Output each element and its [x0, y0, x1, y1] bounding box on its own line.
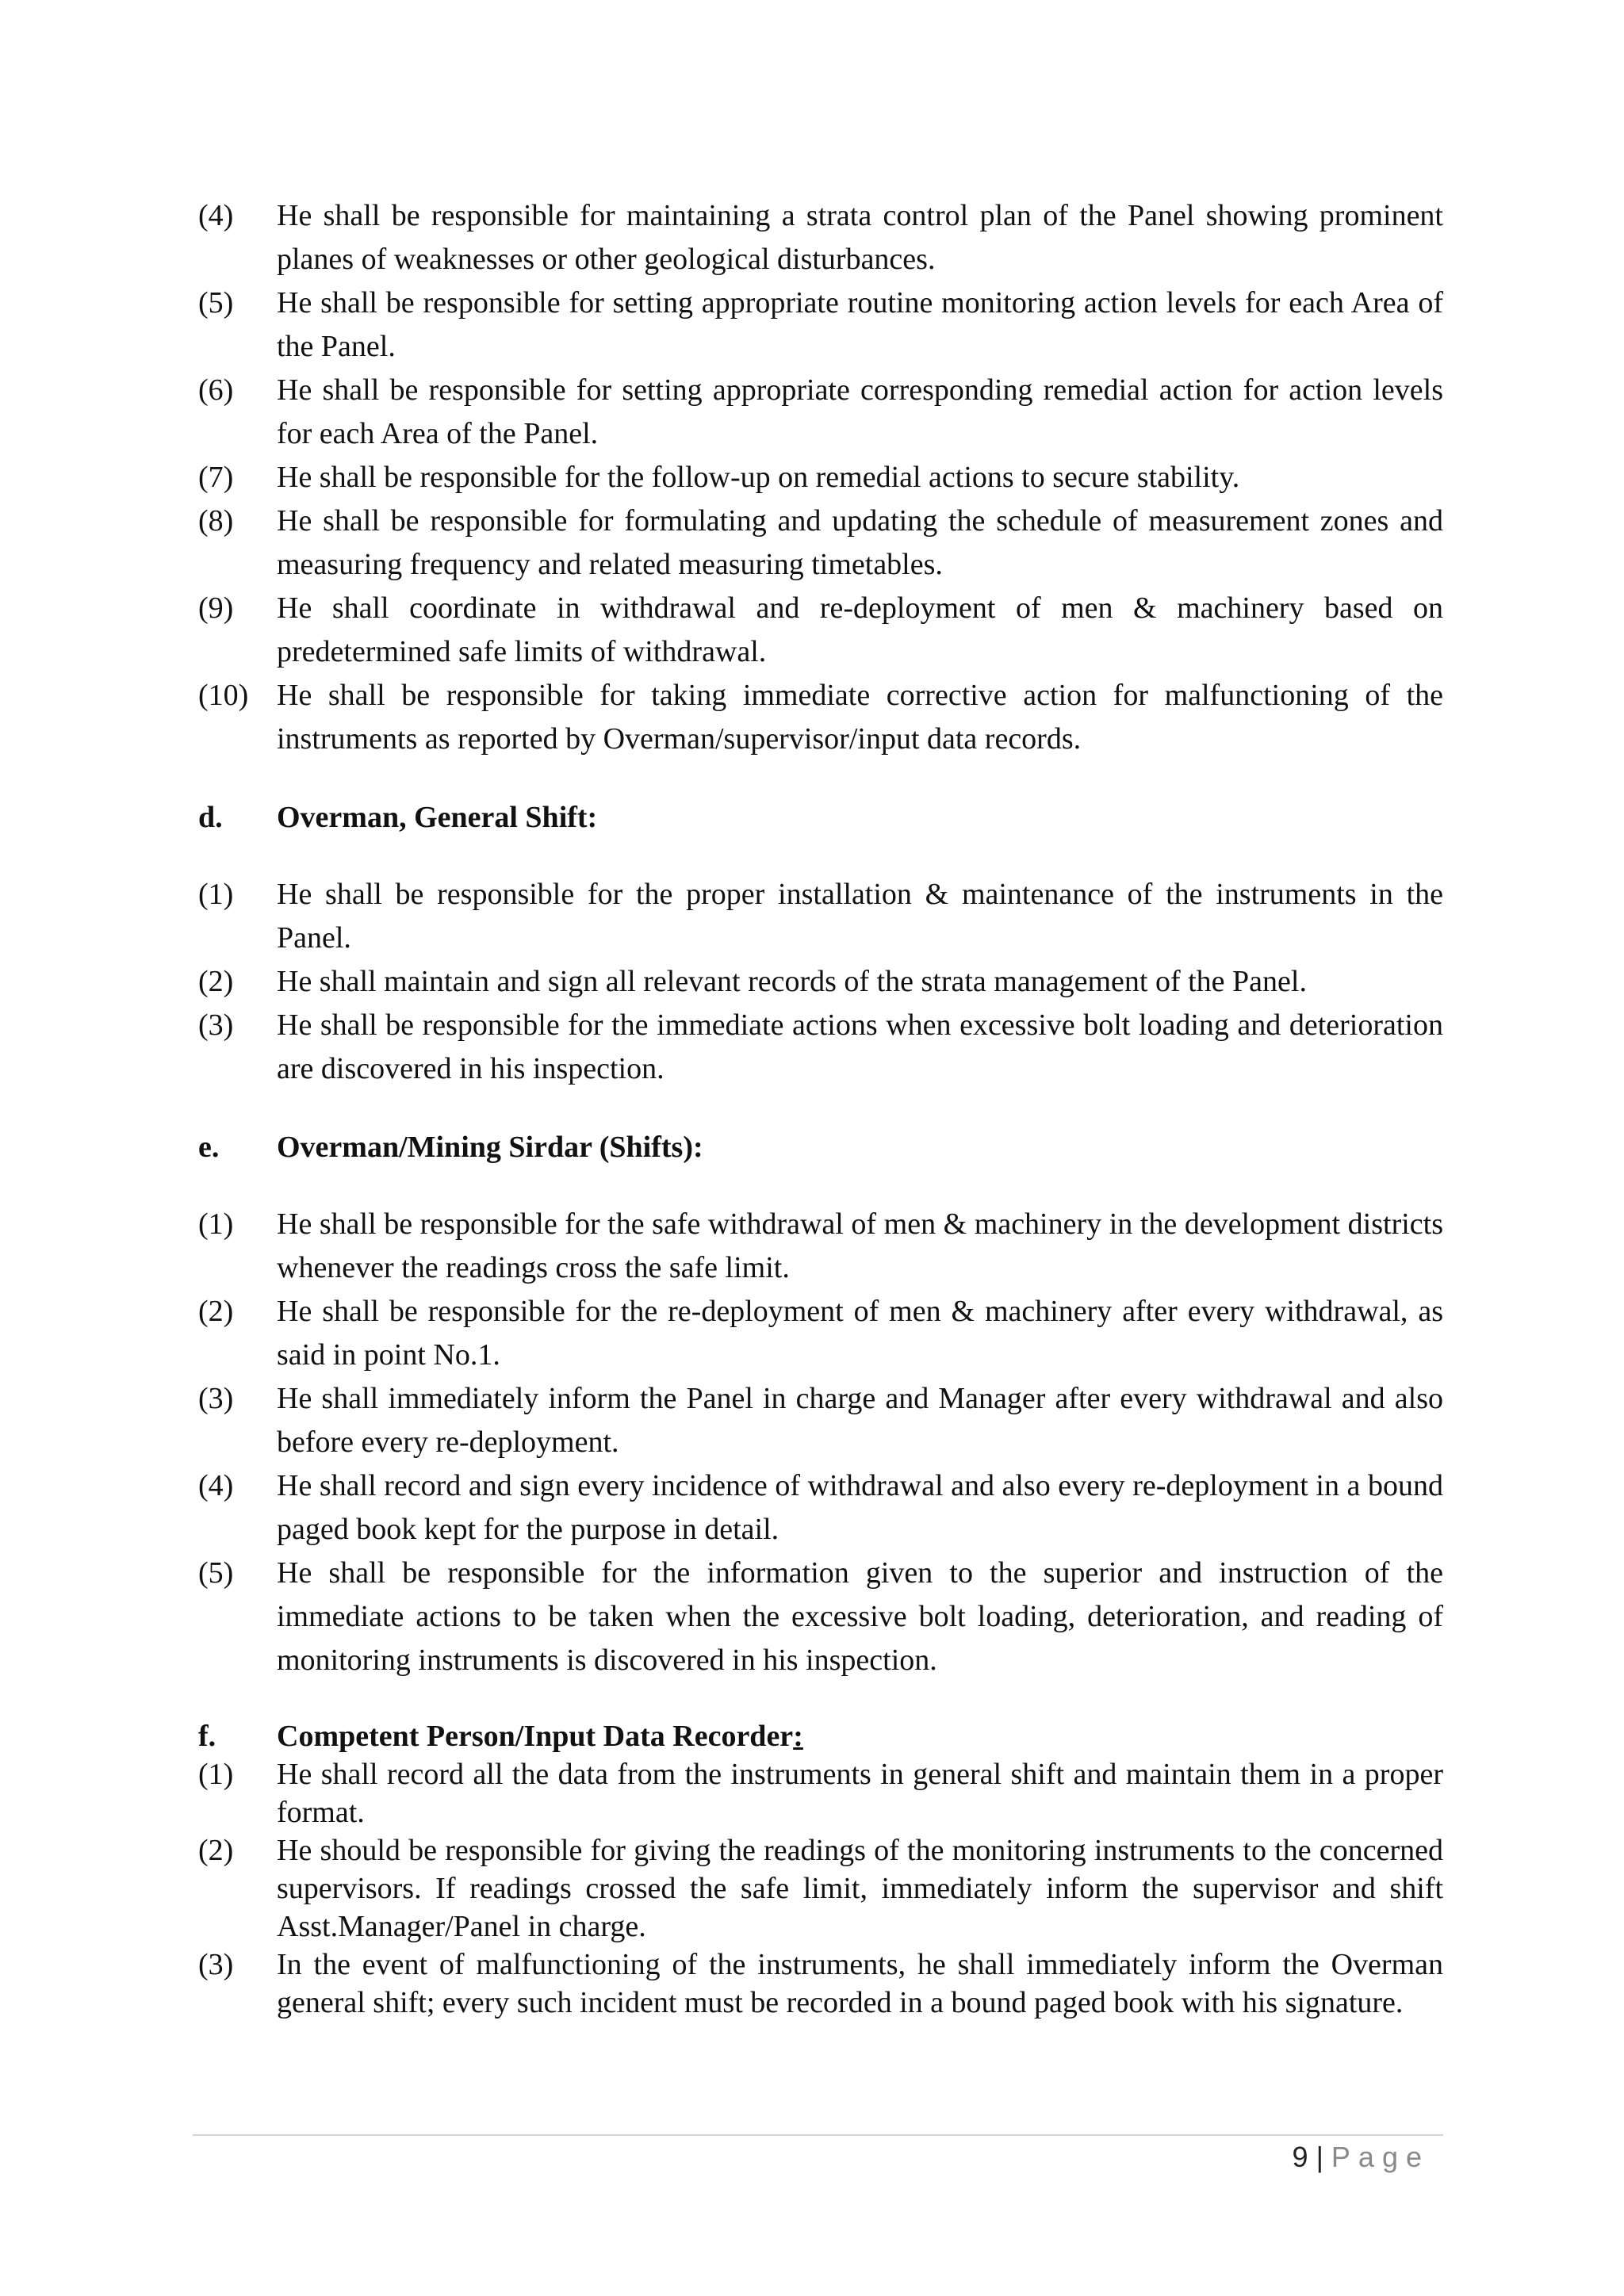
page-content — [198, 194, 1443, 2022]
list-item — [198, 1552, 1443, 1682]
page-label: Page — [1331, 2141, 1430, 2173]
item-number: (1) — [198, 1207, 234, 1241]
section-title: Competent Person/Input Data Recorder — [277, 1720, 794, 1753]
list-c-continued — [198, 194, 1443, 761]
item-text: He shall maintain and sign all relevant records of the strata management of the Panel. — [277, 965, 1307, 998]
item-text: He shall be responsible for maintaining a strata control plan of the Panel showing prominent planes of weaknesses or other geological disturbances. — [277, 199, 1443, 276]
item-number: (10) — [198, 679, 249, 712]
item-text: He shall be responsible for the follow-up on remedial actions to secure stability. — [277, 461, 1240, 494]
item-number: (2) — [198, 1834, 234, 1867]
item-number: (9) — [198, 591, 234, 625]
item-number: (3) — [198, 1008, 234, 1042]
item-number: (1) — [198, 1758, 234, 1791]
item-number: (6) — [198, 373, 234, 407]
item-number: (3) — [198, 1948, 234, 1981]
item-number: (4) — [198, 1469, 234, 1502]
item-number: (8) — [198, 504, 234, 538]
list-item — [198, 499, 1443, 587]
item-text: He shall be responsible for the re-deployment of men & machinery after every withdrawal, as said in point No.1. — [277, 1295, 1443, 1372]
section-d-list — [198, 873, 1443, 1091]
list-item — [198, 1464, 1443, 1552]
item-text: He shall be responsible for taking immediate corrective action for malfunctioning of the instruments as reported by Overman/supervisor/input data records. — [277, 679, 1443, 756]
item-text: He shall coordinate in withdrawal and re-deployment of men & machinery based on predetermined safe limits of withdrawal. — [277, 591, 1443, 668]
list-item — [198, 674, 1443, 761]
list-item — [198, 960, 1443, 1004]
item-number: (5) — [198, 286, 234, 320]
item-number: (7) — [198, 461, 234, 494]
item-text: He shall be responsible for setting appropriate corresponding remedial action for action levels for each Area of the Panel. — [277, 373, 1443, 450]
list-item — [198, 1377, 1443, 1464]
item-text: In the event of malfunctioning of the instruments, he shall immediately inform the Overman general shift; every such incident must be recorded in a bound paged book with his signature. — [277, 1948, 1443, 2019]
list-item — [198, 1755, 1443, 1831]
section-letter: f. — [198, 1720, 216, 1753]
list-item — [198, 1290, 1443, 1377]
list-item — [198, 1946, 1443, 2022]
list-item — [198, 873, 1443, 960]
footer-separator: | — [1316, 2141, 1323, 2173]
item-number: (2) — [198, 1295, 234, 1328]
list-item — [198, 456, 1443, 499]
section-letter: e. — [198, 1131, 220, 1164]
list-item — [198, 1004, 1443, 1091]
list-item — [198, 1831, 1443, 1946]
list-item — [198, 587, 1443, 674]
list-item — [198, 1203, 1443, 1290]
footer-divider — [193, 2134, 1443, 2136]
item-number: (2) — [198, 965, 234, 998]
item-text: He shall record and sign every incidence of withdrawal and also every re-deployment in a bound paged book kept for the purpose in detail. — [277, 1469, 1443, 1546]
section-title-colon: : — [793, 1720, 803, 1753]
item-number: (4) — [198, 199, 234, 232]
item-number: (3) — [198, 1382, 234, 1415]
item-text: He should be responsible for giving the readings of the monitoring instruments to the concerned supervisors. If readings crossed the safe limit, immediately inform the supervisor and shift Asst.Manager/Panel in charge. — [277, 1834, 1443, 1943]
section-f-heading — [198, 1717, 1443, 1755]
section-d-heading — [198, 796, 1443, 840]
page-footer — [1293, 2137, 1430, 2177]
item-text: He shall be responsible for formulating and updating the schedule of measurement zones and measuring frequency and related measuring timetables. — [277, 504, 1443, 581]
section-title: Overman/Mining Sirdar (Shifts): — [277, 1131, 703, 1164]
item-text: He shall be responsible for the immediate actions when excessive bolt loading and deterioration are discovered in his inspection. — [277, 1008, 1443, 1085]
item-number: (1) — [198, 878, 234, 911]
section-title: Overman, General Shift: — [277, 801, 598, 834]
list-item — [198, 281, 1443, 369]
section-e-list — [198, 1203, 1443, 1682]
section-e-heading — [198, 1126, 1443, 1169]
page-number: 9 — [1292, 2141, 1308, 2173]
item-text: He shall be responsible for the information given to the superior and instruction of the immediate actions to be taken when the excessive bolt loading, deterioration, and reading of monitoring instruments is discovered in his inspection. — [277, 1556, 1443, 1677]
list-item — [198, 194, 1443, 281]
item-text: He shall record all the data from the instruments in general shift and maintain them in a proper format. — [277, 1758, 1443, 1829]
item-text: He shall immediately inform the Panel in charge and Manager after every withdrawal and also before every re-deployment. — [277, 1382, 1443, 1459]
item-text: He shall be responsible for the proper installation & maintenance of the instruments in the Panel. — [277, 878, 1443, 955]
item-text: He shall be responsible for the safe withdrawal of men & machinery in the development districts whenever the readings cross the safe limit. — [277, 1207, 1443, 1284]
item-text: He shall be responsible for setting appropriate routine monitoring action levels for each Area of the Panel. — [277, 286, 1443, 363]
list-item — [198, 369, 1443, 456]
section-f — [198, 1717, 1443, 2022]
section-letter: d. — [198, 801, 223, 834]
item-number: (5) — [198, 1556, 234, 1590]
